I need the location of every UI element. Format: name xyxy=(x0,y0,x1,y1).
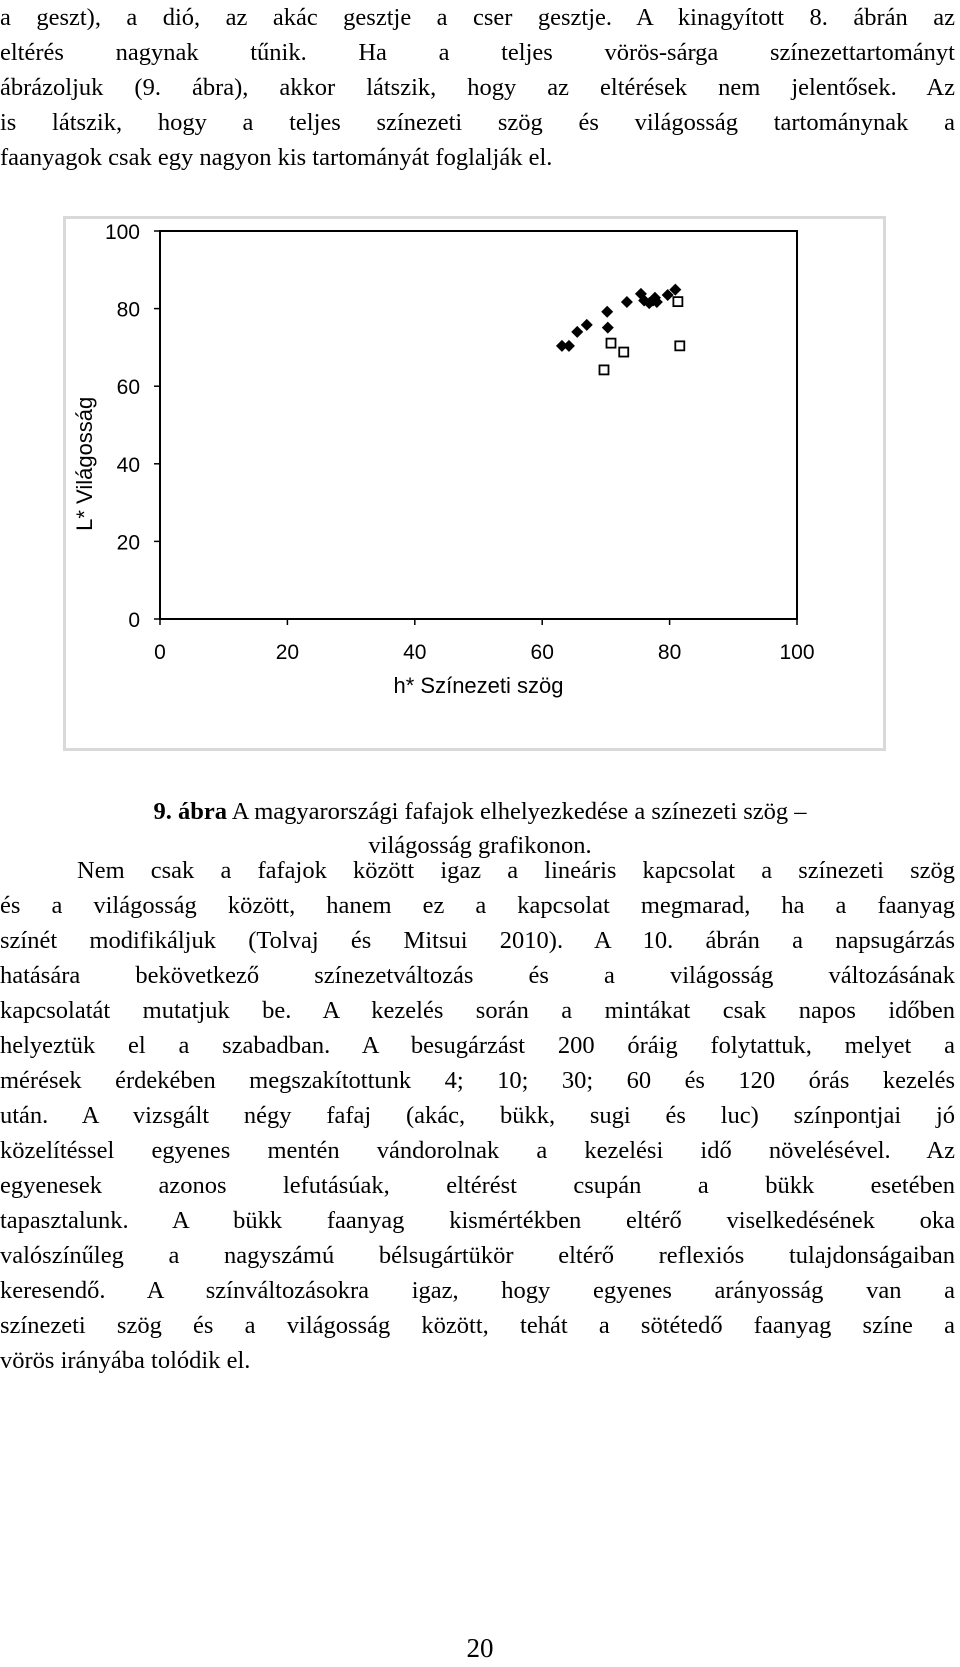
scatter-chart xyxy=(66,219,883,748)
y-tick-label: 40 xyxy=(116,453,140,477)
axis-ticks xyxy=(154,231,797,625)
data-point-square xyxy=(675,341,684,350)
data-point-square xyxy=(599,365,608,374)
text-line: a geszt), a dió, az akác gesztje a cser gesztje. A kinagyított 8. ábrán az xyxy=(0,4,955,31)
text-line: után. A vizsgált négy fafaj (akác, bükk, sugi és luc) színpontjai jó xyxy=(0,1102,955,1129)
page-number: 20 xyxy=(466,1633,494,1663)
data-point-diamond xyxy=(621,296,633,308)
text-line: ábrázoljuk (9. ábra), akkor látszik, hogy az eltérések nem jelentősek. Az xyxy=(0,74,955,101)
data-point-diamond xyxy=(581,319,593,331)
tick-labels xyxy=(105,221,815,664)
text-line: vörös irányába tolódik el. xyxy=(0,1347,251,1374)
x-axis-title: h* Színezeti szög xyxy=(393,673,564,698)
caption-text: A magyarországi fafajok elhelyezkedése a színezeti szög – xyxy=(226,798,807,825)
y-tick-label: 20 xyxy=(116,531,140,555)
text-line: egyenesek azonos lefutásúak, eltérést csupán a bükk esetében xyxy=(0,1172,955,1199)
text-line: tapasztalunk. A bükk faanyag kismértékben eltérő viselkedésének oka xyxy=(0,1207,955,1234)
plot-area xyxy=(160,231,797,619)
figure-label: 9. ábra xyxy=(153,798,227,825)
data-point-square xyxy=(606,339,615,348)
text-line: hatására bekövetkező színezetváltozás és a világosság változásának xyxy=(0,962,955,989)
text-line: valószínűleg a nagyszámú bélsugártükör eltérő reflexiós tulajdonságaiban xyxy=(0,1242,955,1269)
y-tick-label: 0 xyxy=(128,609,140,632)
y-axis-title: L* Világosság xyxy=(72,396,97,531)
text-line: közelítéssel egyenes mentén vándorolnak a kezelési idő növelésével. Az xyxy=(0,1137,955,1164)
data-points xyxy=(556,284,684,375)
chart-frame xyxy=(63,216,886,751)
x-tick-label: 0 xyxy=(154,641,166,664)
text-line: keresendő. A színváltozásokra igaz, hogy egyenes arányosság van a xyxy=(0,1277,955,1304)
data-point-diamond xyxy=(602,322,614,334)
data-point-square xyxy=(673,297,682,306)
text-line: színezeti szög és a világosság között, tehát a sötétedő faanyag színe a xyxy=(0,1312,955,1339)
data-point-diamond xyxy=(571,326,583,338)
y-tick-label: 100 xyxy=(104,221,140,244)
text-line: és a világosság között, hanem ez a kapcsolat megmarad, ha a faanyag xyxy=(0,892,955,919)
body-paragraph xyxy=(0,853,955,1378)
text-line: faanyagok csak egy nagyon kis tartományát foglalják el. xyxy=(0,144,553,171)
text-line: kapcsolatát mutatjuk be. A kezelés során a mintákat csak napos időben xyxy=(0,997,955,1024)
x-tick-label: 60 xyxy=(530,641,554,664)
x-tick-label: 80 xyxy=(657,641,682,664)
text-line: eltérés nagynak tűnik. Ha a teljes vörös-sárga színezettartományt xyxy=(0,39,955,66)
data-point-diamond xyxy=(601,306,613,318)
text-line: mérések érdekében megszakítottunk 4; 10; 30; 60 és 120 órás kezelés xyxy=(0,1067,955,1094)
caption-text: világosság grafikonon. xyxy=(368,832,592,859)
data-point-diamond xyxy=(563,340,575,352)
x-tick-label: 20 xyxy=(275,641,300,664)
data-point-square xyxy=(619,348,628,357)
text-line: Nem csak a fafajok között igaz a lineáris kapcsolat a színezeti szög xyxy=(77,857,955,884)
y-tick-label: 60 xyxy=(116,376,140,400)
x-tick-label: 100 xyxy=(779,641,815,664)
text-line: színét modifikáljuk (Tolvaj és Mitsui 2010). A 10. ábrán a napsugárzás xyxy=(0,927,955,954)
x-tick-label: 40 xyxy=(403,641,427,664)
top-paragraph xyxy=(0,0,955,175)
y-tick-label: 80 xyxy=(116,298,140,322)
text-line: is látszik, hogy a teljes színezeti szög és világosság tartománynak a xyxy=(0,109,955,136)
text-line: helyeztük el a szabadban. A besugárzást 200 óráig folytattuk, melyet a xyxy=(0,1032,955,1059)
